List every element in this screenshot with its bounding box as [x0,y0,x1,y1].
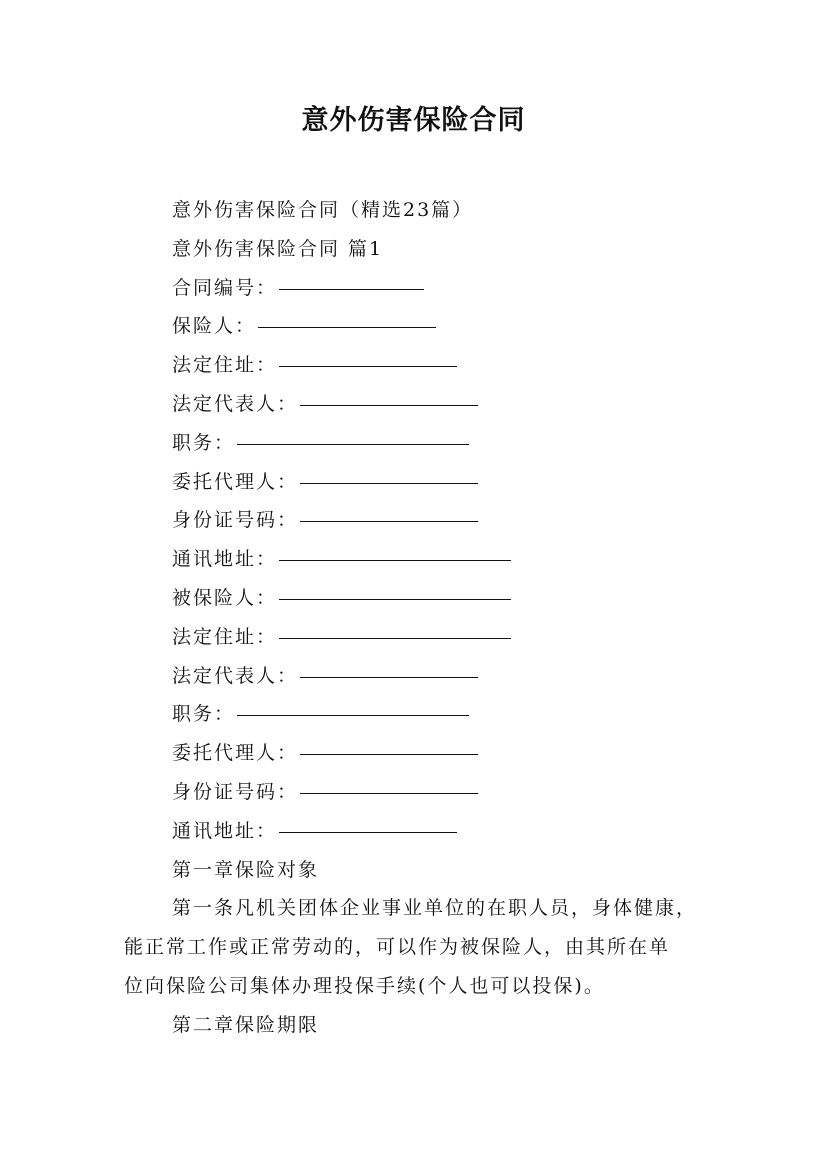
insured-blank [279,575,511,600]
legal-rep-line-2 [124,657,714,696]
article-1-line-2 [124,928,714,967]
legal-address-blank-1 [279,342,457,367]
agent-label-2: 委托代理人： [172,742,299,765]
contract-no-label: 合同编号： [172,276,278,299]
id-no-line-1 [124,501,714,540]
id-no-blank-2 [300,769,478,794]
legal-rep-label-2: 法定代表人： [172,664,299,687]
document-body [124,191,714,1045]
position-blank-1 [237,420,469,445]
position-label-1: 职务： [172,431,236,454]
article-1-text-1: 第一条凡机关团体企业事业单位的在职人员，身体健康， [172,897,698,920]
subtitle-line [124,191,714,230]
legal-rep-line-1 [124,385,714,424]
position-line-1 [124,424,714,463]
agent-label-1: 委托代理人： [172,470,299,493]
mail-address-label-2: 通讯地址： [172,819,278,842]
id-no-label-2: 身份证号码： [172,780,299,803]
legal-address-line-1 [124,346,714,385]
contract-no-blank [279,265,424,290]
mail-address-blank-1 [279,536,511,561]
article-1-line-1 [124,889,714,928]
position-label-2: 职务： [172,703,236,726]
chapter-2-text: 第二章保险期限 [172,1013,320,1036]
insurer-blank [258,303,436,328]
legal-address-line-2 [124,618,714,657]
section-header-line [124,230,714,269]
article-1-text-3: 位向保险公司集体办理投保手续(个人也可以投保)。 [124,974,605,997]
legal-address-blank-2 [279,614,511,639]
article-1-line-3 [124,967,714,1006]
id-no-blank-1 [300,497,478,522]
mail-address-label-1: 通讯地址： [172,548,278,571]
contract-no-line [124,269,714,308]
section-header-text: 意外伤害保险合同 篇1 [172,237,384,260]
insured-label: 被保险人： [172,586,278,609]
id-no-line-2 [124,773,714,812]
id-no-label-1: 身份证号码： [172,509,299,532]
chapter-1-heading [124,851,714,890]
insured-line [124,579,714,618]
chapter-1-text: 第一章保险对象 [172,858,320,881]
mail-address-blank-2 [279,808,457,833]
agent-line-1 [124,463,714,502]
agent-line-2 [124,734,714,773]
agent-blank-2 [300,730,478,755]
position-line-2 [124,695,714,734]
legal-address-label-1: 法定住址： [172,354,278,377]
subtitle-text: 意外伤害保险合同（精选23篇） [172,199,474,221]
legal-rep-blank-2 [300,653,478,678]
position-blank-2 [237,691,469,716]
legal-rep-label-1: 法定代表人： [172,392,299,415]
legal-rep-blank-1 [300,381,478,406]
insurer-label: 保险人： [172,315,257,338]
insurer-line [124,307,714,346]
mail-address-line-2 [124,812,714,851]
chapter-2-heading [124,1006,714,1045]
agent-blank-1 [300,459,478,484]
legal-address-label-2: 法定住址： [172,625,278,648]
mail-address-line-1 [124,540,714,579]
article-1-text-2: 能正常工作或正常劳动的，可以作为被保险人，由其所在单 [124,936,671,959]
document-title: 意外伤害保险合同 [301,105,526,136]
